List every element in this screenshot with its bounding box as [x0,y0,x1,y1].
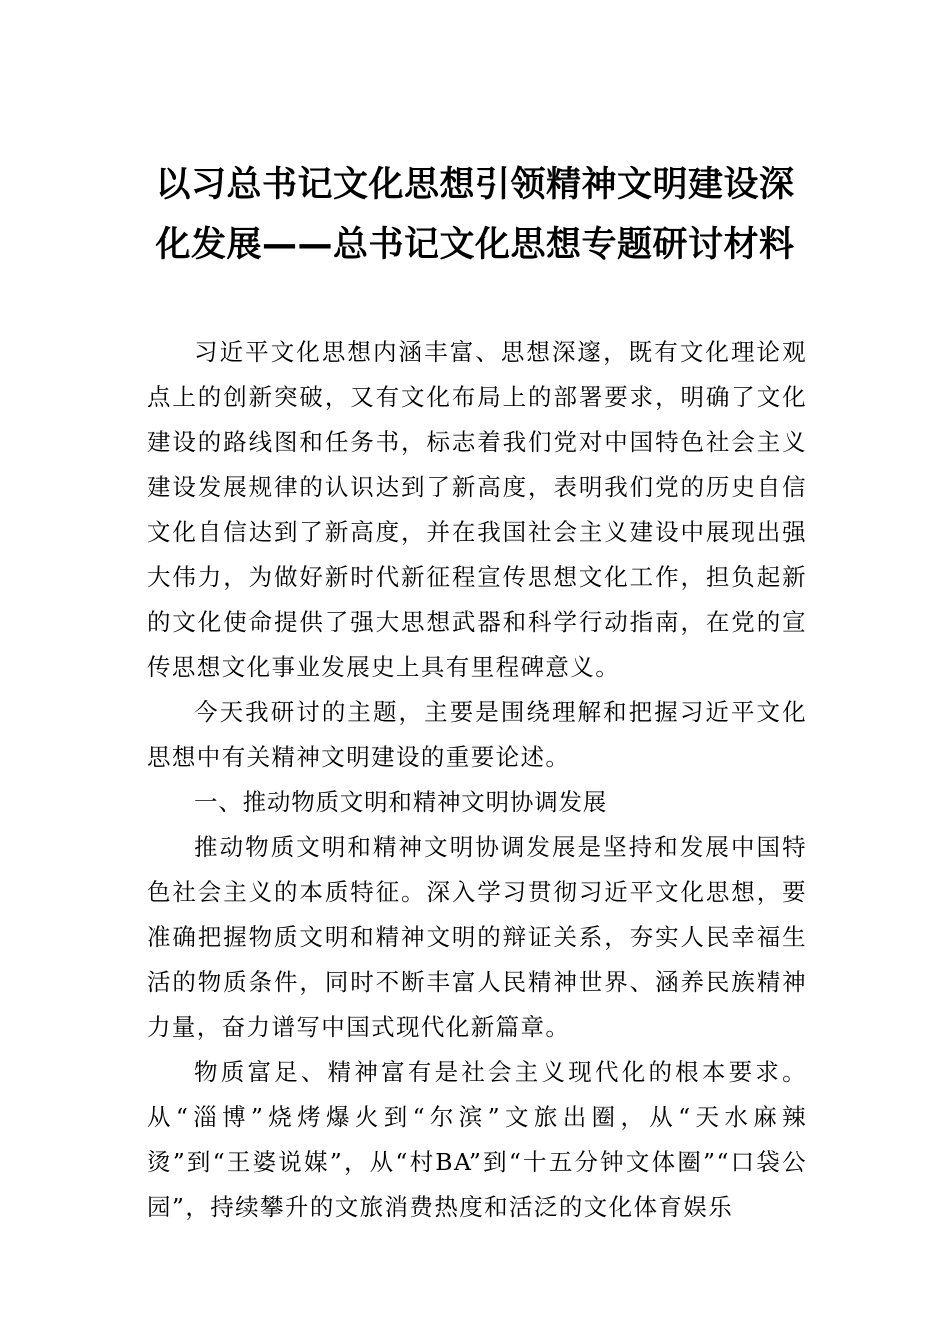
title-line-1: 以习总书记文化思想引领精神文明建设深 [155,165,795,205]
section1-paragraph-2: 物质富足、精神富有是社会主义现代化的根本要求。从“淄博”烧烤爆火到“尔滨”文旅出圈，从“天水麻辣烫”到“王婆说媒”，从“村BA”到“十五分钟文体圈”“口袋公园”，持续攀升的文旅消费热度和活泛的文化体育娱乐 [147,1058,807,1221]
paragraph-intro: 习近平文化思想内涵丰富、思想深邃，既有文化理论观点上的创新突破，又有文化布局上的部署要求，明确了文化建设的路线图和任务书，标志着我们党对中国特色社会主义建设发展规律的认识达到了新高度，表明我们党的历史自信文化自信达到了新高度，并在我国社会主义建设中展现出强大伟力，为做好新时代新征程宣传思想文化工作，担负起新的文化使命提供了强大思想武器和科学行动指南，在党的宣传思想文化事业发展史上具有里程碑意义。 [147,338,807,681]
section-heading-1: 一、推动物质文明和精神文明协调发展 [194,788,608,816]
document-body [147,330,807,1230]
section1-paragraph-1: 推动物质文明和精神文明协调发展是坚持和发展中国特色社会主义的本质特征。深入学习贯彻习近平文化思想，要准确把握物质文明和精神文明的辩证关系，夯实人民幸福生活的物质条件，同时不断丰富人民精神世界、涵养民族精神力量，奋力谱写中国式现代化新篇章。 [147,833,807,1041]
document-title [140,155,810,275]
paragraph-topic: 今天我研讨的主题，主要是围绕理解和把握习近平文化思想中有关精神文明建设的重要论述。 [147,698,807,771]
title-line-2: 化发展——总书记文化思想专题研讨材料 [155,225,795,265]
